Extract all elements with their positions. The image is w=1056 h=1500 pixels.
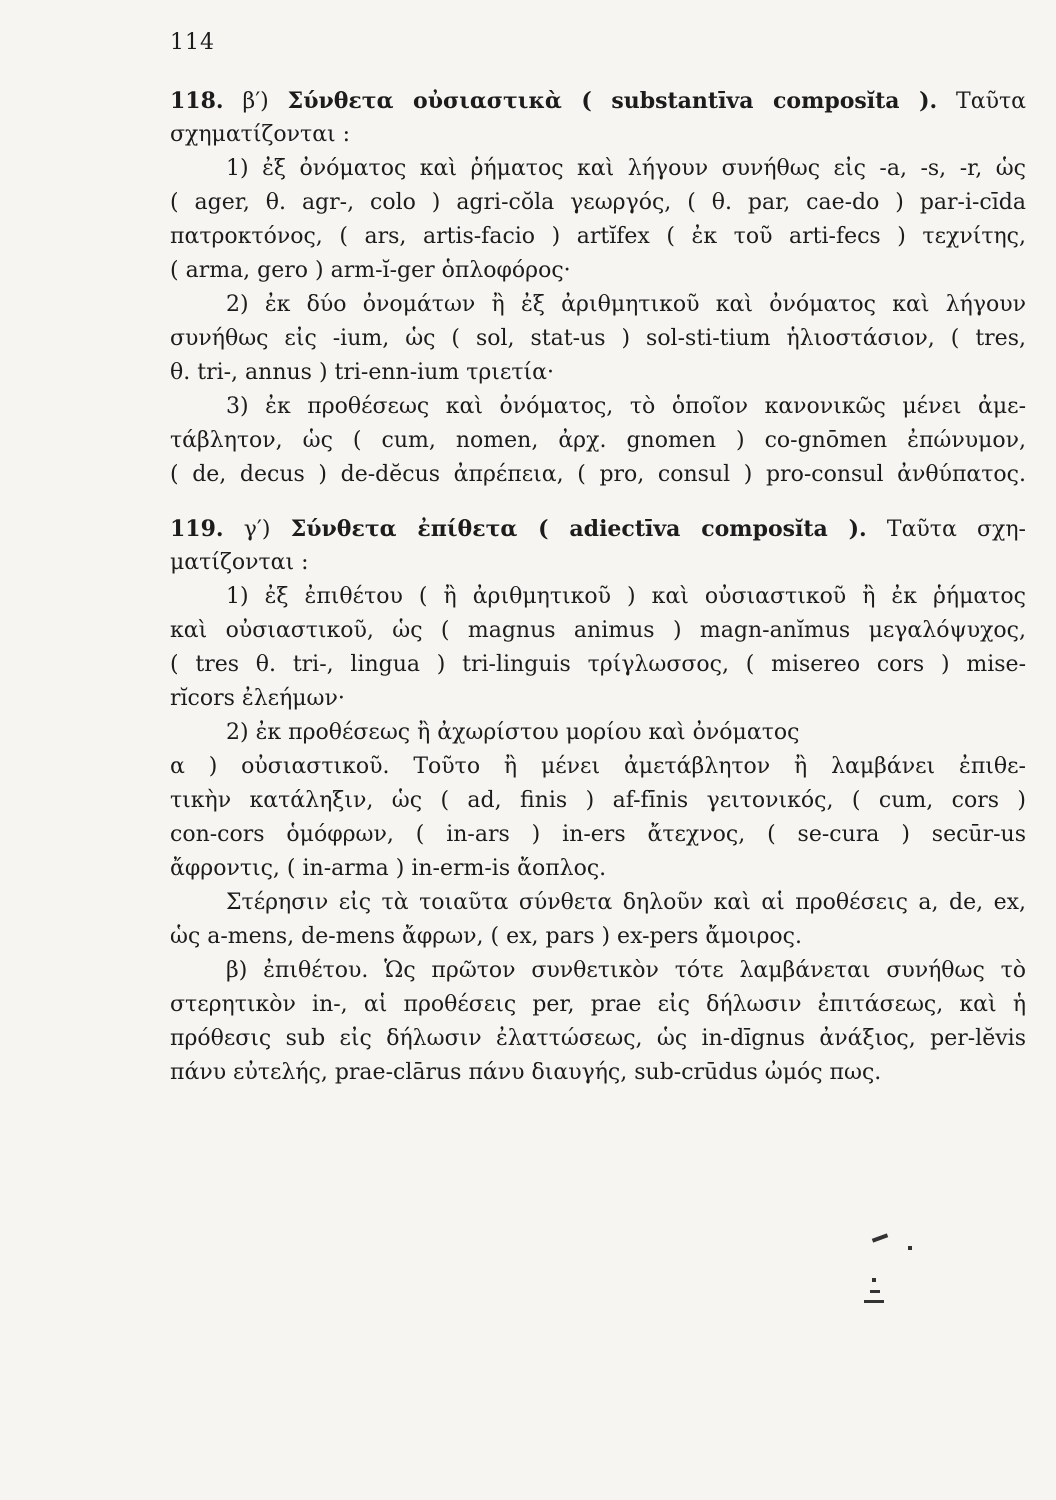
ink-mark — [908, 1246, 912, 1250]
section-number: 118. — [170, 88, 224, 114]
section-lead: Ταῦτα — [956, 89, 1026, 114]
section-118-heading — [170, 84, 1026, 118]
section-lead: Ταῦτα σχη- — [886, 517, 1026, 542]
text-line: θ. tri-, annus ) tri-enn-ium τριετία· — [170, 360, 554, 385]
section-number: 119. — [170, 516, 224, 542]
section-gap — [170, 492, 1026, 512]
text-line: ( ager, θ. agr-, colo ) agri-cŏla γεωργός, ( θ. par, cae-do ) par-i-cīda — [170, 190, 1026, 215]
text-line: con-cors ὁμόφρων, ( in-ars ) in-ers ἄτεχνος, ( se-cura ) secūr-us — [170, 822, 1026, 847]
section-119-heading — [170, 512, 1026, 546]
text-line: πρόθεσις sub εἰς δήλωσιν ἐλαττώσεως, ὡς in-dīgnus ἀνάξιος, per-lĕvis — [170, 1026, 1026, 1051]
text-line: 1) ἐξ ἐπιθέτου ( ἢ ἀριθμητικοῦ ) καὶ οὐσιαστικοῦ ἢ ἐκ ῥήματος — [226, 584, 1026, 609]
ink-mark — [864, 1300, 884, 1303]
text-line: 2) ἐκ δύο ὀνομάτων ἢ ἐξ ἀριθμητικοῦ καὶ ὀνόματος καὶ λήγουν — [226, 292, 1026, 317]
text-line: 1) ἐξ ὀνόματος καὶ ῥήματος καὶ λήγουν συνήθως εἰς -a, -s, -r, ὡς — [226, 156, 1026, 181]
page-text — [170, 84, 1026, 1090]
ink-mark — [872, 1233, 888, 1242]
text-line: τάβλητον, ὡς ( cum, nomen, ἀρχ. gnomen ) co-gnōmen ἐπώνυμον, — [170, 428, 1026, 453]
text-line: rĭcors ἐλεήμων· — [170, 686, 345, 711]
text-line: 2) ἐκ προθέσεως ἢ ἀχωρίστου μορίου καὶ ὀνόματος — [226, 720, 800, 745]
section-label: β′) — [242, 89, 269, 114]
text-line: ἄφροντις, ( in-arma ) in-erm-is ἄοπλος. — [170, 856, 607, 881]
text-line: ματίζονται : — [170, 550, 309, 575]
ink-mark — [870, 1290, 880, 1293]
text-line: ( de, decus ) de-dĕcus ἀπρέπεια, ( pro, consul ) pro-consul ἀνθύπατος. — [170, 462, 1026, 487]
text-line: 3) ἐκ προθέσεως καὶ ὀνόματος, τὸ ὁποῖον κανονικῶς μένει ἀμε- — [226, 394, 1026, 419]
page-number: 114 — [170, 30, 215, 55]
text-line: Στέρησιν εἰς τὰ τοιαῦτα σύνθετα δηλοῦν καὶ αἱ προθέσεις a, de, ex, — [226, 890, 1026, 915]
text-line: ( tres θ. tri-, lingua ) tri-linguis τρίγλωσσος, ( misereo cors ) mise- — [170, 652, 1026, 677]
section-title: Σύνθετα ἐπίθετα ( adiectīva composĭta ). — [290, 516, 867, 542]
ink-mark — [872, 1278, 876, 1282]
text-line: ( arma, gero ) arm-ĭ-ger ὁπλοφόρος· — [170, 258, 571, 283]
text-line: σχηματίζονται : — [170, 122, 351, 147]
section-title: Σύνθετα οὐσιαστικὰ ( substantīva composĭta ). — [287, 88, 938, 114]
text-line: πατροκτόνος, ( ars, artis-facio ) artĭfex ( ἐκ τοῦ arti-fecs ) τεχνίτης, — [170, 224, 1026, 249]
text-line: τικὴν κατάληξιν, ὡς ( ad, finis ) af-fīnis γειτονικός, ( cum, cors ) — [170, 788, 1026, 813]
text-line: στερητικὸν in-, αἱ προθέσεις per, prae εἰς δήλωσιν ἐπιτάσεως, καὶ ἡ — [170, 992, 1026, 1017]
text-line: β) ἐπιθέτου. Ὡς πρῶτον συνθετικὸν τότε λαμβάνεται συνήθως τὸ — [226, 958, 1026, 983]
text-line: πάνυ εὐτελής, prae-clārus πάνυ διαυγής, sub-crūdus ὠμός πως. — [170, 1060, 882, 1085]
text-line: α ) οὐσιαστικοῦ. Τοῦτο ἢ μένει ἀμετάβλητον ἢ λαμβάνει ἐπιθε- — [170, 754, 1026, 779]
text-line: συνήθως εἰς -ium, ὡς ( sol, stat-us ) sol-sti-tium ἡλιοστάσιον, ( tres, — [170, 326, 1026, 351]
text-line: ὡς a-mens, de-mens ἄφρων, ( ex, pars ) ex-pers ἄμοιρος. — [170, 924, 802, 949]
text-line: καὶ οὐσιαστικοῦ, ὡς ( magnus animus ) magn-anĭmus μεγαλόψυχος, — [170, 618, 1026, 643]
section-label: γ′) — [243, 517, 271, 542]
